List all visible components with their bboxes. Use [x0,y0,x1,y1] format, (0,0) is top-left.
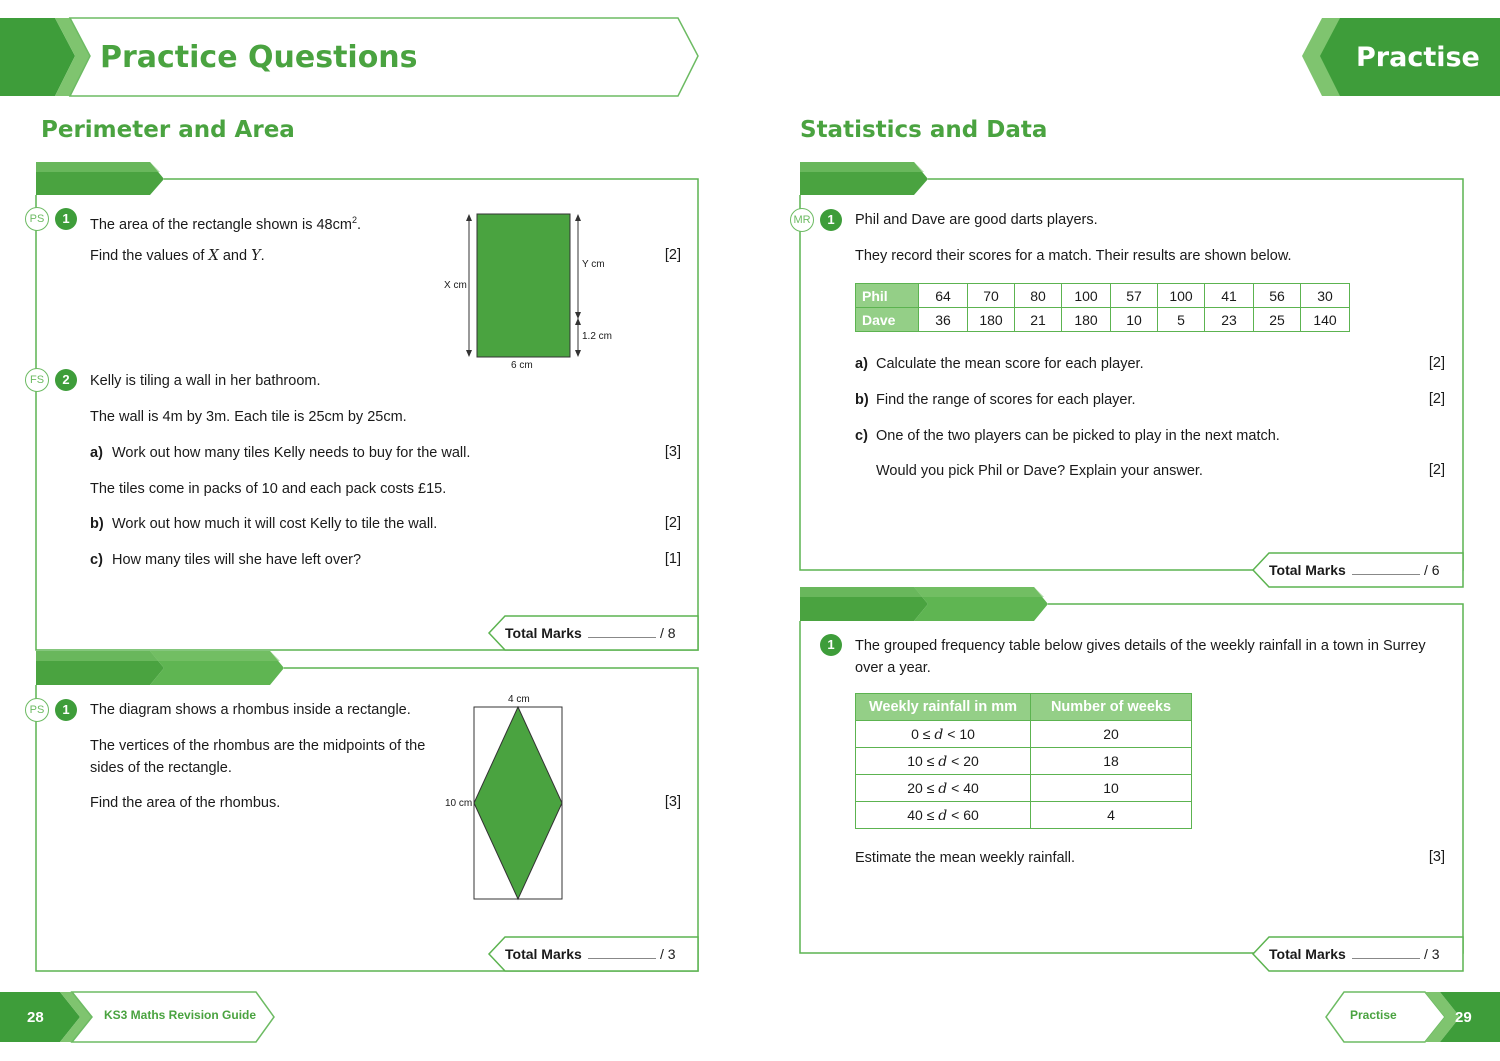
table-row [856,308,1350,332]
y-label: Y cm [582,259,605,270]
section-title-statistics: Statistics and Data [800,117,1048,143]
marks: [2] [1428,391,1445,407]
question-text: Kelly is tiling a wall in her bathroom. [90,373,321,389]
question-text: The vertices of the rhombus are the midpoints of the [90,738,426,754]
total-marks-value: / 6 [1424,562,1440,578]
total-marks-label: Total Marks [505,625,582,641]
question-text: Find the area of the rhombus. [90,795,281,811]
rectangle-height-label: 10 cm [445,798,473,809]
table-row [856,775,1192,802]
score-cell: 100 [1158,284,1205,308]
marks: [1] [664,551,681,567]
marks: [2] [664,247,681,263]
part-label: c) [90,552,103,568]
score-cell: 21 [1015,308,1062,332]
ps-badge: PS [25,698,49,722]
rectangle-diagram [440,205,630,375]
part-label: a) [855,356,868,372]
darts-scores-table [855,283,1350,332]
part-label: b) [855,392,869,408]
total-marks-value: / 3 [660,946,676,962]
total-marks-label: Total Marks [505,946,582,962]
total-marks-label: Total Marks [1269,562,1346,578]
part-text: Calculate the mean score for each player. [876,356,1144,372]
question-number: 1 [820,209,842,231]
section-title-perimeter-area: Perimeter and Area [41,117,295,143]
part-text: Would you pick Phil or Dave? Explain your answer. [876,463,1203,479]
score-cell: 140 [1301,308,1350,332]
marks: [2] [1428,462,1445,478]
score-cell: 36 [919,308,968,332]
question-number: 2 [55,369,77,391]
ps-badge: PS [25,207,49,231]
rhombus-diagram [470,703,566,903]
score-cell: 25 [1254,308,1301,332]
score-cell: 64 [919,284,968,308]
column-header: Number of weeks [1031,694,1192,721]
fs-badge: FS [25,368,49,392]
part-text: One of the two players can be picked to play in the next match. [876,428,1280,444]
part-text: Work out how much it will cost Kelly to tile the wall. [112,516,438,532]
mr-badge: MR [790,208,814,232]
rainfall-interval: 0 ≤ d < 10 [856,721,1031,748]
score-cell: 70 [968,284,1015,308]
question-text: Find the values of X and Y. [90,248,265,264]
total-marks-blank[interactable] [588,958,656,959]
question-text: They record their scores for a match. Their results are shown below. [855,248,1292,264]
question-number: 1 [820,634,842,656]
footer-section-label: Practise [1350,1008,1397,1022]
part-text: Find the range of scores for each player. [876,392,1136,408]
marks: [2] [664,515,681,531]
rainfall-interval: 40 ≤ d < 60 [856,802,1031,829]
table-row [856,721,1192,748]
question-text: The tiles come in packs of 10 and each pack costs £15. [90,481,447,497]
score-cell: 56 [1254,284,1301,308]
part-text: Work out how many tiles Kelly needs to buy for the wall. [112,445,471,461]
marks: [3] [1428,849,1445,865]
rainfall-interval: 20 ≤ d < 40 [856,775,1031,802]
table-header-row [856,694,1192,721]
score-cell: 80 [1015,284,1062,308]
rectangle-width-label: 4 cm [508,694,530,705]
row-label-phil: Phil [856,284,919,308]
x-label: X cm [444,280,467,291]
page-title-left: Practice Questions [100,40,418,75]
question-text: The grouped frequency table below gives details of the weekly rainfall in a town in Surrey [855,638,1426,654]
part-text: How many tiles will she have left over? [112,552,362,568]
rainfall-frequency-table [855,693,1192,829]
column-header: Weekly rainfall in mm [856,694,1031,721]
row-label-dave: Dave [856,308,919,332]
rainfall-interval: 10 ≤ d < 20 [856,748,1031,775]
weeks-cell: 4 [1031,802,1192,829]
question-text: The wall is 4m by 3m. Each tile is 25cm by 25cm. [90,409,407,425]
weeks-cell: 10 [1031,775,1192,802]
score-cell: 41 [1205,284,1254,308]
score-cell: 10 [1111,308,1158,332]
marks: [3] [664,444,681,460]
question-number: 1 [55,699,77,721]
score-cell: 100 [1062,284,1111,308]
table-row [856,802,1192,829]
question-text: Phil and Dave are good darts players. [855,212,1098,228]
score-cell: 180 [968,308,1015,332]
part-label: b) [90,516,104,532]
question-text: The diagram shows a rhombus inside a rectangle. [90,702,411,718]
part-label: a) [90,445,103,461]
total-marks-value: / 8 [660,625,676,641]
score-cell: 57 [1111,284,1158,308]
total-marks-label: Total Marks [1269,946,1346,962]
score-cell: 180 [1062,308,1111,332]
page-title-right: Practise [1356,42,1480,73]
question-text: over a year. [855,660,931,676]
total-marks-value: / 3 [1424,946,1440,962]
weeks-cell: 20 [1031,721,1192,748]
table-row [856,748,1192,775]
score-cell: 30 [1301,284,1350,308]
question-text: Estimate the mean weekly rainfall. [855,850,1076,866]
total-marks-blank[interactable] [588,637,656,638]
book-title: KS3 Maths Revision Guide [104,1008,257,1022]
page-number-left: 28 [27,1009,44,1026]
question-number: 1 [55,208,77,230]
page-number-right: 29 [1455,1009,1472,1026]
total-marks-blank[interactable] [1352,574,1420,575]
marks: [2] [1428,355,1445,371]
table-row [856,284,1350,308]
small-length-label: 1.2 cm [582,331,613,342]
total-marks-blank[interactable] [1352,958,1420,959]
width-label: 6 cm [511,360,533,371]
question-text: The area of the rectangle shown is $48cm^2$. [90,215,361,233]
weeks-cell: 18 [1031,748,1192,775]
score-cell: 23 [1205,308,1254,332]
marks: [3] [664,794,681,810]
score-cell: 5 [1158,308,1205,332]
question-text: sides of the rectangle. [90,760,232,776]
part-label: c) [855,428,868,444]
